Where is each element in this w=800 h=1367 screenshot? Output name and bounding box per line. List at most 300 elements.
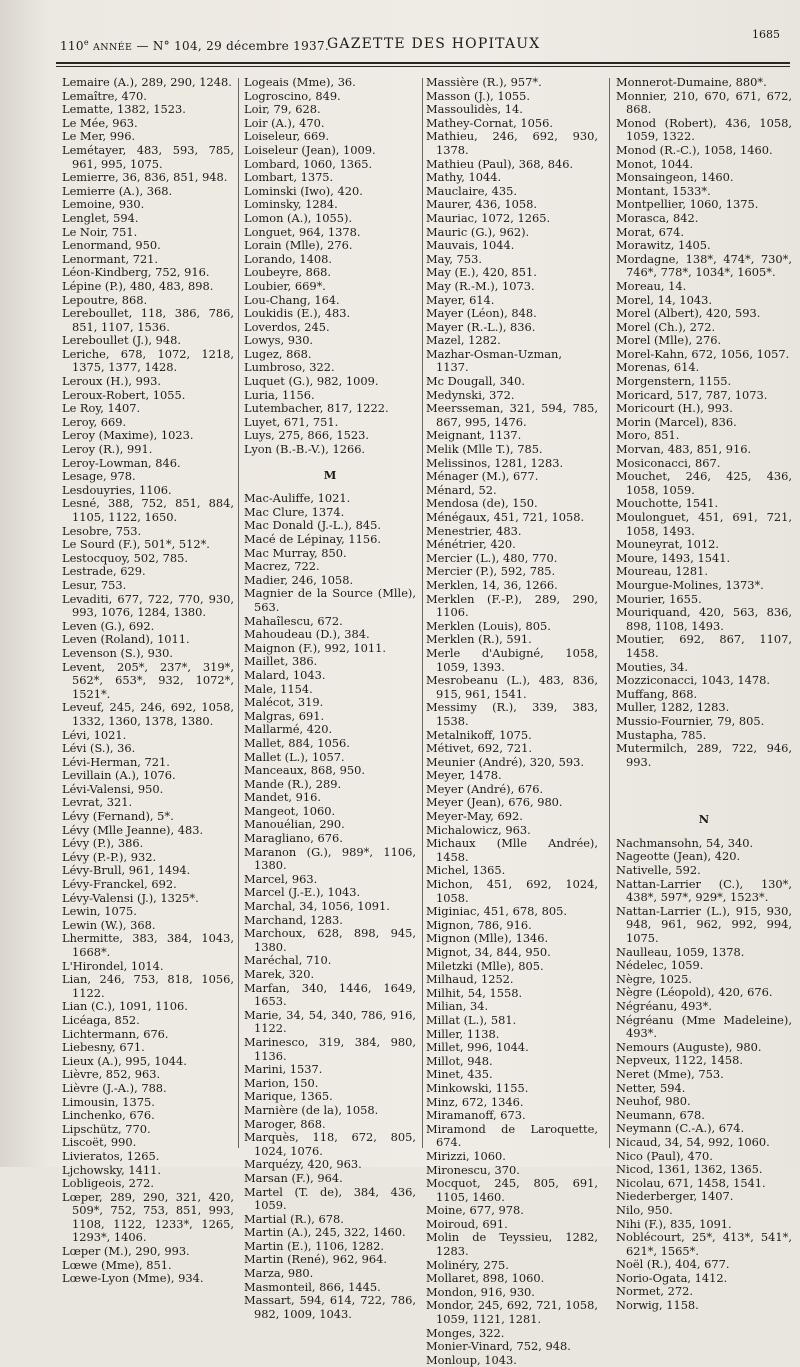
- index-entry: Marion, 150.: [244, 1075, 319, 1090]
- index-entry: Morin (Marcel), 836.: [616, 414, 737, 429]
- index-entry: Molinéry, 275.: [426, 1257, 509, 1272]
- index-entry: Morel (Mlle), 276.: [616, 333, 722, 348]
- index-entry: Monloup, 1043.: [426, 1352, 517, 1367]
- index-column-1: [62, 76, 234, 1286]
- index-entry: Mondor, 245, 692, 721, 1058, 1059, 1121, 1281.: [426, 1298, 598, 1327]
- index-entry: Lévi-Valensi, 950.: [62, 781, 164, 796]
- index-entry: Monot, 1044.: [616, 156, 694, 171]
- index-entry: Livieratos, 1265.: [62, 1148, 160, 1163]
- index-entry: Macé de Lépinay, 1156.: [244, 532, 381, 546]
- index-entry: Monier-Vinard, 752, 948.: [426, 1339, 571, 1354]
- index-entry: Marza, 980.: [244, 1266, 314, 1281]
- index-entry: Meyer (André), 676.: [426, 781, 544, 796]
- index-entry: Mutermilch, 289, 722, 946, 993.: [616, 741, 792, 769]
- index-entry: Merklen (Louis), 805.: [426, 618, 551, 633]
- index-entry: Mosiconacci, 867.: [616, 455, 721, 470]
- index-entry: Mangeot, 1060.: [244, 803, 336, 818]
- index-entry: Lemierre, 36, 836, 851, 948.: [62, 170, 228, 185]
- index-entry: Lenormant, 721.: [62, 251, 159, 266]
- index-entry: Leroy (Maxime), 1023.: [62, 428, 194, 443]
- index-entry: Levenson (S.), 930.: [62, 645, 173, 660]
- index-entry: Mozziconacci, 1043, 1478.: [616, 673, 771, 688]
- index-entry: Lieux (A.), 995, 1044.: [62, 1053, 187, 1068]
- issue-word: ANNÉE: [92, 42, 133, 53]
- index-entry: Monnier, 210, 670, 671, 672, 868.: [616, 88, 792, 117]
- index-column-3: [426, 76, 598, 1367]
- index-entry: Mauric (G.), 962).: [426, 224, 530, 239]
- index-entry: Nativelle, 592.: [616, 863, 701, 878]
- index-entry: Leroy-Lowman, 846.: [62, 455, 181, 470]
- page-number: 1685: [752, 28, 780, 41]
- index-entry: Marek, 320.: [244, 967, 315, 981]
- index-entry: Melissinos, 1281, 1283.: [426, 455, 564, 470]
- index-entry: Métivet, 692, 721.: [426, 741, 532, 756]
- index-entry: Michel, 1365.: [426, 863, 506, 878]
- index-entry: Marfan, 340, 1446, 1649, 1653.: [244, 980, 416, 1009]
- index-entry: Millot, 948.: [426, 1053, 493, 1068]
- index-entry: Loubier, 669*.: [244, 278, 326, 293]
- index-entry: Loverdos, 245.: [244, 319, 330, 334]
- index-entry: Meyer (Jean), 676, 980.: [426, 795, 563, 810]
- index-entry: May, 753.: [426, 251, 482, 266]
- index-entry: Linchenko, 676.: [62, 1108, 155, 1123]
- index-entry: Mac-Auliffe, 1021.: [244, 491, 351, 506]
- index-entry: Medynski, 372.: [426, 387, 515, 402]
- index-entry: Manceaux, 868, 950.: [244, 763, 366, 778]
- index-entry: Mauclaire, 435.: [426, 183, 518, 198]
- index-entry: Madier, 246, 1058.: [244, 572, 354, 587]
- index-entry: Martial (R.), 678.: [244, 1211, 344, 1226]
- index-entry: Ménégaux, 451, 721, 1058.: [426, 510, 585, 524]
- index-entry: Morvan, 483, 851, 916.: [616, 442, 752, 457]
- index-entry: Moureau, 1281.: [616, 564, 709, 579]
- index-entry: Le Sourd (F.), 501*, 512*.: [62, 537, 210, 552]
- index-entry: Meyer-May, 692.: [426, 809, 523, 824]
- index-entry: Lobligeois, 272.: [62, 1176, 154, 1191]
- index-entry: Maréchal, 710.: [244, 953, 332, 968]
- index-entry: Lemierre (A.), 368.: [62, 183, 173, 198]
- index-entry: Leven (Roland), 1011.: [62, 632, 190, 647]
- index-entry: Montant, 1533*.: [616, 183, 711, 198]
- index-entry: Lévi (S.), 36.: [62, 741, 136, 756]
- index-entry: Morenas, 614.: [616, 360, 700, 375]
- index-entry: Meignant, 1137.: [426, 428, 522, 443]
- index-entry: Mouriquand, 420, 563, 836, 898, 1108, 1493.: [616, 605, 792, 633]
- index-entry: Lematte, 1382, 1523.: [62, 102, 186, 117]
- index-entry: Nédelec, 1059.: [616, 958, 704, 973]
- index-entry: Lominski (Iwo), 420.: [244, 183, 363, 198]
- index-entry: Michaux (Mlle Andrée), 1458.: [426, 836, 598, 864]
- index-entry: May (R.-M.), 1073.: [426, 278, 535, 293]
- index-entry: Leveuf, 245, 246, 692, 1058, 1332, 1360, 1378, 1380.: [62, 700, 234, 728]
- index-entry: Logeais (Mme), 36.: [244, 75, 356, 89]
- index-entry: Lewin, 1075.: [62, 904, 137, 919]
- index-entry: Massoulidès, 14.: [426, 102, 523, 117]
- column-divider: [609, 78, 610, 1148]
- index-entry: Marie, 34, 54, 340, 786, 916, 1122.: [244, 1007, 416, 1036]
- index-entry: Molin de Teyssieu, 1282, 1283.: [426, 1230, 598, 1259]
- index-entry: Milhit, 54, 1558.: [426, 985, 523, 1000]
- index-entry: Lombard, 1060, 1365.: [244, 156, 373, 171]
- index-entry: Le Mée, 963.: [62, 115, 138, 130]
- index-entry: Lévy (P.), 386.: [62, 836, 144, 851]
- index-entry: L'Hirondel, 1014.: [62, 958, 164, 973]
- index-entry: Négréanu, 493*.: [616, 999, 712, 1013]
- index-entry: Michon, 451, 692, 1024, 1058.: [426, 877, 598, 905]
- index-entry: Mouneyrat, 1012.: [616, 537, 720, 552]
- index-entry: Marcel (J.-E.), 1043.: [244, 885, 361, 900]
- index-entry: Masmonteil, 866, 1445.: [244, 1279, 381, 1294]
- index-entry: Nègre, 1025.: [616, 971, 693, 986]
- index-entry: Marique, 1365.: [244, 1089, 333, 1104]
- index-entry: Neumann, 678.: [616, 1107, 705, 1122]
- index-entry: Lœwe-Lyon (Mme), 934.: [62, 1271, 204, 1286]
- index-entry: Luquet (G.), 982, 1009.: [244, 374, 379, 389]
- index-entry: Meyer, 1478.: [426, 768, 502, 783]
- index-entry: Monnerot-Dumaine, 880*.: [616, 75, 767, 89]
- index-entry: Montpellier, 1060, 1375.: [616, 197, 759, 212]
- index-entry: Monod (R.-C.), 1058, 1460.: [616, 142, 773, 157]
- index-entry: Marchand, 1283.: [244, 912, 343, 927]
- index-entry: Leroy, 669.: [62, 414, 127, 429]
- index-entry: Mignon, 786, 916.: [426, 917, 532, 932]
- index-entry: Malécot, 319.: [244, 695, 324, 710]
- index-entry: Loubeyre, 868.: [244, 265, 332, 280]
- index-entry: Minz, 672, 1346.: [426, 1094, 524, 1109]
- index-entry: Mahaîlescu, 672.: [244, 613, 343, 628]
- index-entry: Nègre (Léopold), 420, 676.: [616, 985, 773, 1000]
- running-header: [60, 26, 786, 60]
- header-rule-thin: [56, 66, 790, 67]
- index-entry: Mallet, 884, 1056.: [244, 735, 350, 750]
- index-entry: Mouties, 34.: [616, 659, 689, 674]
- index-entry: Lévi-Herman, 721.: [62, 754, 170, 769]
- index-entry: Lereboullet, 118, 386, 786, 851, 1107, 1536.: [62, 306, 234, 334]
- index-entry: Morasca, 842.: [616, 210, 699, 225]
- index-entry: Lesné, 388, 752, 851, 884, 1105, 1122, 1650.: [62, 496, 234, 524]
- index-entry: Muffang, 868.: [616, 686, 698, 701]
- index-entry: Norio-Ogata, 1412.: [616, 1270, 728, 1285]
- index-entry: Nachmansohn, 54, 340.: [616, 835, 754, 850]
- index-entry: Liscoët, 990.: [62, 1135, 137, 1150]
- index-entry: Marini, 1537.: [244, 1062, 323, 1077]
- index-entry: Lœper (M.), 290, 993.: [62, 1244, 190, 1259]
- index-entry: Moricourt (H.), 993.: [616, 401, 733, 416]
- index-entry: Marinesco, 319, 384, 980, 1136.: [244, 1034, 416, 1063]
- index-entry: Leroy (R.), 991.: [62, 442, 153, 457]
- index-entry: Morel-Kahn, 672, 1056, 1057.: [616, 346, 790, 361]
- index-entry: Mac Clure, 1374.: [244, 504, 345, 519]
- index-column-2: [244, 76, 416, 1321]
- index-entry: Lenglet, 594.: [62, 210, 139, 225]
- index-entry: Lesur, 753.: [62, 577, 127, 592]
- index-entry: Morawitz, 1405.: [616, 238, 711, 253]
- column-divider: [238, 78, 239, 1148]
- index-entry: Lepoutre, 868.: [62, 292, 148, 307]
- index-entry: Marchal, 34, 1056, 1091.: [244, 899, 390, 914]
- index-entry: Lévy (Fernand), 5*.: [62, 809, 174, 824]
- index-entry: Mathy, 1044.: [426, 170, 502, 185]
- index-entry: Metalnikoff, 1075.: [426, 727, 532, 742]
- index-entry: Mignon (Mlle), 1346.: [426, 931, 549, 946]
- index-entry: Lombart, 1375.: [244, 170, 334, 185]
- index-entry: Menestrier, 483.: [426, 523, 522, 538]
- index-entry: Lenormand, 950.: [62, 238, 161, 253]
- section-letter-heading: M: [323, 467, 337, 482]
- index-entry: Nageotte (Jean), 420.: [616, 849, 741, 864]
- index-entry: Morgenstern, 1155.: [616, 374, 732, 389]
- index-entry: Maignon (F.), 992, 1011.: [244, 640, 387, 655]
- index-entry: Lévy-Brull, 961, 1494.: [62, 863, 191, 878]
- index-entry: Mande (R.), 289.: [244, 776, 342, 791]
- index-entry: Minkowski, 1155.: [426, 1080, 529, 1095]
- index-entry: Mirizzi, 1060.: [426, 1148, 506, 1163]
- index-entry: Leriche, 678, 1072, 1218, 1375, 1377, 1428.: [62, 346, 234, 375]
- index-entry: Malgras, 691.: [244, 708, 325, 723]
- index-entry: Melik (Mlle T.), 785.: [426, 442, 543, 457]
- index-entry: Michalowicz, 963.: [426, 822, 531, 837]
- index-entry: Mocquot, 245, 805, 691, 1105, 1460.: [426, 1176, 598, 1204]
- index-entry: Lévy (P.-P.), 932.: [62, 849, 157, 864]
- index-entry: Noël (R.), 404, 677.: [616, 1257, 730, 1272]
- index-entry: Leroux (H.), 993.: [62, 374, 162, 389]
- index-entry: Marquézy, 420, 963.: [244, 1157, 362, 1172]
- index-entry: Le Mer, 996.: [62, 129, 136, 144]
- index-entry: Martin (E.), 1106, 1282.: [244, 1238, 384, 1253]
- index-entry: Loir, 79, 628.: [244, 102, 321, 117]
- index-entry: Marnière (de la), 1058.: [244, 1102, 379, 1117]
- index-entry: Levent, 205*, 237*, 319*, 562*, 653*, 932, 1072*, 1521*.: [62, 659, 234, 701]
- index-entry: Miller, 1138.: [426, 1026, 500, 1041]
- index-entry: Messimy (R.), 339, 383, 1538.: [426, 700, 598, 728]
- index-entry: Nilo, 950.: [616, 1202, 673, 1217]
- index-entry: Minet, 435.: [426, 1067, 493, 1082]
- index-entry: Maranon (G.), 989*, 1106, 1380.: [244, 844, 416, 873]
- index-entry: Martin (René), 962, 964.: [244, 1252, 387, 1267]
- index-entry: Magnier de la Source (Mlle), 563.: [244, 586, 416, 614]
- index-entry: Netter, 594.: [616, 1080, 686, 1095]
- index-entry: Lévi, 1021.: [62, 727, 127, 742]
- index-entry: Mayer (R.-L.), 836.: [426, 319, 536, 334]
- index-entry: Mallet (L.), 1057.: [244, 749, 345, 764]
- index-entry: Male, 1154.: [244, 681, 313, 696]
- index-entry: Meunier (André), 320, 593.: [426, 754, 585, 769]
- index-entry: Lestrade, 629.: [62, 564, 146, 579]
- index-entry: Luys, 275, 866, 1523.: [244, 428, 369, 443]
- index-entry: Morat, 674.: [616, 224, 684, 239]
- index-entry: Ménard, 52.: [426, 482, 497, 497]
- index-entry: Logroscino, 849.: [244, 88, 341, 103]
- index-entry: Merklen, 14, 36, 1266.: [426, 577, 558, 592]
- index-entry: Levrat, 321.: [62, 795, 133, 810]
- index-entry: Mauriac, 1072, 1265.: [426, 210, 551, 225]
- index-entry: Lyon (B.-B.-V.), 1266.: [244, 442, 366, 457]
- index-entry: Mac Murray, 850.: [244, 545, 347, 560]
- index-entry: Négréanu (Mme Madeleine), 493*.: [616, 1012, 792, 1041]
- index-entry: Macrez, 722.: [244, 559, 320, 574]
- index-entry: Mondon, 916, 930.: [426, 1284, 535, 1299]
- index-entry: Lemétayer, 483, 593, 785, 961, 995, 1075.: [62, 142, 234, 171]
- index-entry: Lumbroso, 322.: [244, 360, 335, 375]
- index-entry: Lorain (Mlle), 276.: [244, 238, 353, 253]
- index-entry: Lou-Chang, 164.: [244, 292, 340, 307]
- index-entry: Neymann (C.-A.), 674.: [616, 1121, 745, 1136]
- index-entry: Nico (Paul), 470.: [616, 1148, 713, 1163]
- index-entry: Le Noir, 751.: [62, 224, 138, 239]
- index-entry: Levillain (A.), 1076.: [62, 768, 176, 783]
- index-columns: [62, 75, 792, 1367]
- index-entry: Mourier, 1655.: [616, 591, 702, 606]
- index-entry: Mayer (Léon), 848.: [426, 306, 537, 321]
- index-entry: Mironescu, 370.: [426, 1162, 520, 1177]
- index-entry: Lhermitte, 383, 384, 1043, 1668*.: [62, 931, 234, 959]
- index-entry: Morel (Albert), 420, 593.: [616, 306, 761, 321]
- issue-number: N° 104,: [152, 39, 203, 53]
- index-entry: Lorando, 1408.: [244, 251, 332, 266]
- index-entry: Ménétrier, 420.: [426, 537, 516, 552]
- index-entry: Masson (J.), 1055.: [426, 88, 531, 103]
- index-entry: Mathieu, 246, 692, 930, 1378.: [426, 129, 598, 157]
- index-entry: Merklen (F.-P.), 289, 290, 1106.: [426, 591, 598, 620]
- issue-info: 110e ANNÉE — N° 104, 29 décembre 1937.: [60, 38, 329, 53]
- index-entry: Liebesny, 671.: [62, 1040, 145, 1055]
- index-entry: Marsan (F.), 964.: [244, 1170, 343, 1185]
- index-entry: Nattan-Larrier (L.), 915, 930, 948, 961, 962, 992, 994, 1075.: [616, 903, 792, 946]
- index-entry: Mac Donald (J.-L.), 845.: [244, 518, 381, 533]
- index-column-4: [616, 76, 792, 1313]
- index-entry: Marchoux, 628, 898, 945, 1380.: [244, 926, 416, 954]
- index-entry: Lévy (Mlle Jeanne), 483.: [62, 822, 204, 837]
- index-entry: May (E.), 420, 851.: [426, 265, 537, 280]
- index-entry: Milhaud, 1252.: [426, 972, 514, 987]
- index-entry: Massière (R.), 957*.: [426, 75, 542, 89]
- index-entry: Lemaire (A.), 289, 290, 1248.: [62, 75, 232, 89]
- index-entry: Loukidis (E.), 483.: [244, 306, 351, 321]
- index-entry: Mouchotte, 1541.: [616, 496, 719, 511]
- index-entry: Moreau, 14.: [616, 278, 687, 293]
- index-entry: Lièvre (J.-A.), 788.: [62, 1080, 167, 1095]
- index-entry: Mauvais, 1044.: [426, 238, 515, 253]
- index-entry: Maillet, 386.: [244, 654, 318, 669]
- index-entry: Mathieu (Paul), 368, 846.: [426, 156, 574, 171]
- index-entry: Lereboullet (J.), 948.: [62, 333, 181, 348]
- index-entry: Miletzki (Mlle), 805.: [426, 958, 544, 973]
- index-entry: Martin (A.), 245, 322, 1460.: [244, 1225, 406, 1240]
- index-entry: Mussio-Fournier, 79, 805.: [616, 713, 765, 728]
- index-entry: Lomon (A.), 1055).: [244, 210, 353, 225]
- index-entry: Lemaître, 470.: [62, 88, 147, 103]
- index-entry: Lesage, 978.: [62, 469, 136, 484]
- index-entry: Lugez, 868.: [244, 346, 312, 361]
- index-entry: Loir (A.), 470.: [244, 115, 325, 130]
- index-entry: Norwig, 1158.: [616, 1298, 699, 1313]
- index-entry: Mc Dougall, 340.: [426, 374, 525, 389]
- index-entry: Mendosa (de), 150.: [426, 496, 538, 511]
- index-entry: Nihi (F.), 835, 1091.: [616, 1216, 732, 1231]
- header-rule-thick: [56, 62, 790, 64]
- index-entry: Malard, 1043.: [244, 667, 326, 682]
- index-entry: Lowys, 930.: [244, 333, 314, 348]
- index-entry: Lian, 246, 753, 818, 1056, 1122.: [62, 972, 234, 1000]
- index-entry: Lœwe (Mme), 851.: [62, 1257, 172, 1272]
- index-entry: Mahoudeau (D.), 384.: [244, 627, 370, 642]
- index-entry: Mercier (L.), 480, 770.: [426, 550, 558, 565]
- index-entry: Léon-Kindberg, 752, 916.: [62, 265, 210, 280]
- index-entry: Nemours (Auguste), 980.: [616, 1039, 762, 1054]
- index-entry: Miramond de Laroquette, 674.: [426, 1121, 598, 1150]
- index-entry: Maragliano, 676.: [244, 831, 343, 846]
- index-entry: Milian, 34.: [426, 999, 489, 1014]
- index-entry: Mustapha, 785.: [616, 727, 707, 742]
- index-entry: Ménager (M.), 677.: [426, 469, 539, 484]
- index-entry: Morel (Ch.), 272.: [616, 319, 716, 334]
- index-entry: Lian (C.), 1091, 1106.: [62, 999, 188, 1014]
- index-entry: Millat (L.), 581.: [426, 1012, 517, 1027]
- index-entry: Mignot, 34, 844, 950.: [426, 945, 551, 959]
- index-entry: Millet, 996, 1044.: [426, 1040, 529, 1055]
- index-entry: Nicaud, 34, 54, 992, 1060.: [616, 1134, 770, 1149]
- index-entry: Maroger, 868.: [244, 1116, 326, 1131]
- index-entry: Lévy-Valensi (J.), 1325*.: [62, 890, 199, 905]
- index-entry: Niederberger, 1407.: [616, 1189, 734, 1204]
- index-entry: Merle d'Aubigné, 1058, 1059, 1393.: [426, 645, 598, 674]
- index-entry: Lesdouyries, 1106.: [62, 482, 172, 497]
- index-entry: Ljchowsky, 1411.: [62, 1162, 161, 1177]
- index-entry: Luyet, 671, 751.: [244, 414, 339, 429]
- index-entry: Massart, 594, 614, 722, 786, 982, 1009, 1043.: [244, 1293, 416, 1321]
- index-entry: Mouchet, 246, 425, 436, 1058, 1059.: [616, 469, 792, 497]
- index-entry: Lestocquoy, 502, 785.: [62, 550, 188, 565]
- journal-title: GAZETTE DES HOPITAUX: [327, 36, 541, 52]
- index-entry: Monsaingeon, 1460.: [616, 170, 734, 185]
- index-entry: Morel, 14, 1043.: [616, 292, 712, 307]
- index-entry: Lewin (W.), 368.: [62, 917, 156, 932]
- index-entry: Muller, 1282, 1283.: [616, 700, 730, 715]
- section-letter-heading: N: [698, 812, 710, 827]
- index-entry: Moutier, 692, 867, 1107, 1458.: [616, 632, 792, 660]
- index-entry: Lichtermann, 676.: [62, 1026, 169, 1041]
- index-entry: Nicolau, 671, 1458, 1541.: [616, 1175, 766, 1190]
- index-entry: Moro, 851.: [616, 428, 680, 443]
- index-entry: Moricard, 517, 787, 1073.: [616, 387, 768, 402]
- index-entry: Luria, 1156.: [244, 387, 315, 402]
- index-entry: Monges, 322.: [426, 1325, 505, 1340]
- index-entry: Mandet, 916.: [244, 790, 322, 805]
- issue-date: 29 décembre 1937.: [206, 39, 329, 53]
- index-entry: Moiroud, 691.: [426, 1216, 508, 1231]
- index-entry: Mordagne, 138*, 474*, 730*, 746*, 778*, 1034*, 1605*.: [616, 251, 792, 280]
- index-entry: Naulleau, 1059, 1378.: [616, 944, 745, 959]
- index-entry: Normet, 272.: [616, 1284, 693, 1299]
- index-entry: Lépine (P.), 480, 483, 898.: [62, 278, 214, 293]
- index-entry: Maurer, 436, 1058.: [426, 197, 538, 212]
- index-entry: Mercier (P.), 592, 785.: [426, 564, 556, 579]
- index-entry: Limousin, 1375.: [62, 1094, 155, 1109]
- index-entry: Nepveux, 1122, 1458.: [616, 1053, 744, 1068]
- index-entry: Mazhar-Osman-Uzman, 1137.: [426, 346, 562, 375]
- index-entry: Lévy-Franckel, 692.: [62, 877, 177, 892]
- index-entry: Longuet, 964, 1378.: [244, 224, 361, 239]
- index-entry: Neuhof, 980.: [616, 1094, 691, 1109]
- index-entry: Moulonguet, 451, 691, 721, 1058, 1493.: [616, 510, 792, 538]
- index-entry: Nicod, 1361, 1362, 1365.: [616, 1162, 763, 1177]
- index-entry: Neret (Mme), 753.: [616, 1066, 724, 1081]
- index-entry: Lominsky, 1284.: [244, 197, 338, 212]
- index-entry: Lœper, 289, 290, 321, 420, 509*, 752, 753, 851, 993, 1108, 1122, 1233*, 1265, 1293*, 1406.: [62, 1189, 234, 1245]
- column-divider: [422, 78, 423, 1148]
- index-entry: Loiseleur, 669.: [244, 129, 330, 144]
- index-entry: Leven (G.), 692.: [62, 618, 155, 633]
